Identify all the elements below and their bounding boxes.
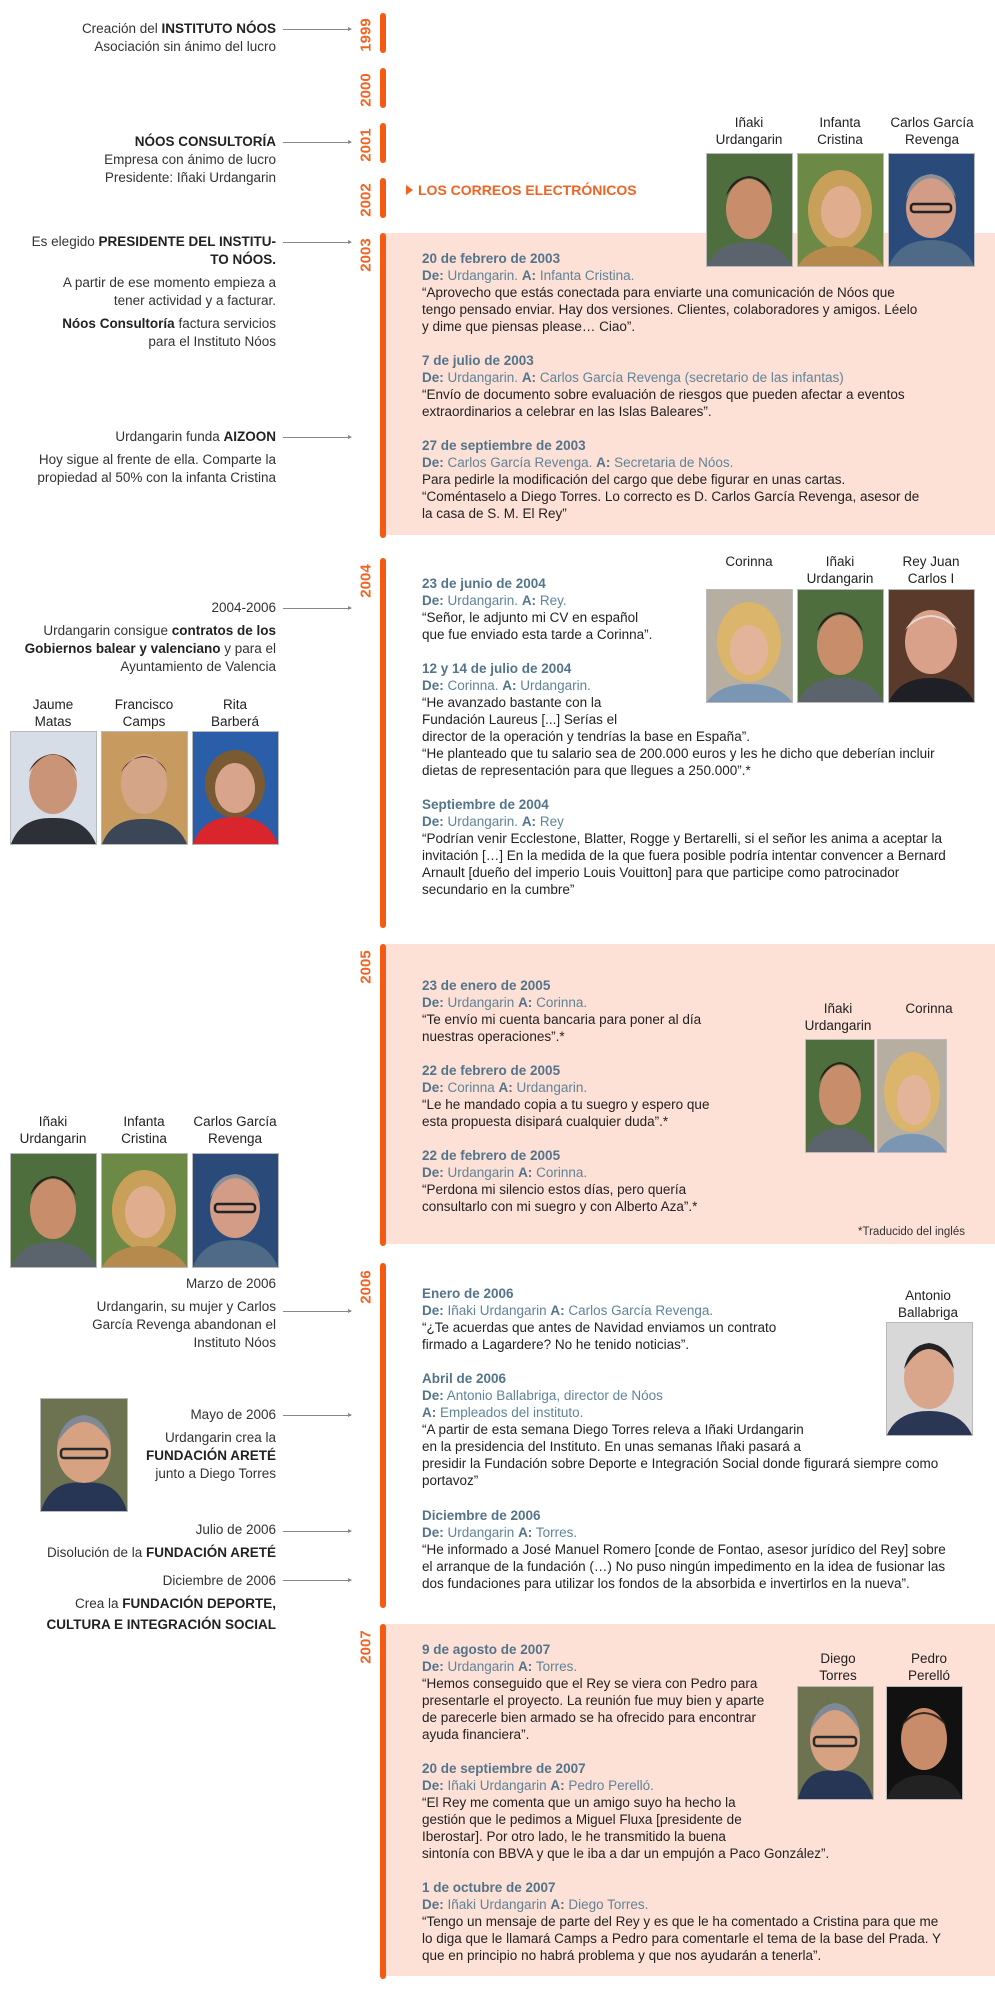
year-label-2004: 2004 bbox=[357, 564, 375, 598]
year-label-2006: 2006 bbox=[357, 1270, 375, 1304]
caption-revenga-left: Carlos García Revenga bbox=[193, 1114, 277, 1146]
year-label-1999: 1999 bbox=[357, 18, 375, 52]
email-22-feb-2005-a: 22 de febrero de 2005 De: Corinna A: Urdangarin. “Le he mandado copia a tu suegro y espero que esta propuesta disipará cualquier duda”.* bbox=[422, 1063, 710, 1129]
photo-infanta-cristina-left bbox=[101, 1153, 188, 1268]
photo-francisco-camps bbox=[101, 731, 188, 845]
caption-rey-2004: Rey Juan Carlos I bbox=[902, 554, 960, 586]
timeline-bar-2006 bbox=[380, 1263, 386, 1608]
photo-rita-barbera bbox=[192, 731, 279, 845]
email-7-jul-2003: 7 de julio de 2003 De: Urdangarin. A: Carlos García Revenga (secretario de las infantas) “Envío de documento sobre evaluación de riesgos que pueden afectar a eventos extraordinarios a celebrar en las Islas Baleares”. bbox=[422, 353, 905, 419]
caption-rita-barbera: Rita Barberá bbox=[210, 697, 260, 729]
event-julio-2006: Julio de 2006 Disolución de la FUNDACIÓN ARETÉ bbox=[46, 1522, 276, 1560]
email-23-ene-2005: 23 de enero de 2005 De: Urdangarin A: Corinna. “Te envío mi cuenta bancaria para poner al día nuestras operaciones”.* bbox=[422, 978, 702, 1044]
photo-inaki-urdangarin-2005 bbox=[805, 1039, 875, 1153]
email-23-jun-2004: 23 de junio de 2004 De: Urdangarin. A: Rey. “Señor, le adjunto mi CV en español que fue enviado esta tarde a Corinna”. bbox=[422, 576, 653, 642]
email-9-ago-2007: 9 de agosto de 2007 De: Urdangarin A: Torres. “Hemos conseguido que el Rey se viera con Pedro para presentarle el proyecto. La reunión fue muy bien y aparte de parecerle bien armado se ha ofrecido para encontrar ayuda financiera”. bbox=[422, 1642, 765, 1742]
timeline-bar-2005 bbox=[380, 944, 386, 1246]
timeline-bar-2002 bbox=[380, 178, 386, 218]
year-label-2003: 2003 bbox=[357, 238, 375, 272]
triangle-bullet-icon bbox=[406, 185, 413, 195]
photo-diego-torres bbox=[797, 1686, 874, 1800]
email-ene-2006: Enero de 2006 De: Iñaki Urdangarin A: Carlos García Revenga. “¿Te acuerdas que antes de Navidad enviamos un contrato firmado a Lagardere? No he tenido noticias”. bbox=[422, 1286, 777, 1352]
timeline-bar-2007 bbox=[380, 1624, 386, 1979]
event-aizoon: Urdangarin funda AIZOON Hoy sigue al frente de ella. Comparte la propiedad al 50% con la infanta Cristina bbox=[37, 429, 276, 485]
caption-diego-torres: Diego Torres bbox=[819, 1651, 857, 1683]
email-27-sep-2003: 27 de septiembre de 2003 De: Carlos García Revenga. A: Secretaria de Nóos. Para pedirle la modificación del cargo que debe figurar en unas cartas. “Coméntaselo a Diego Torres. Lo correcto es D. Carlos García Revenga, asesor de la casa de S. M. El Rey” bbox=[422, 438, 920, 521]
arrow-julio-2006 bbox=[283, 1531, 351, 1532]
arrow-aizoon bbox=[283, 437, 351, 438]
email-1-oct-2007: 1 de octubre de 2007 De: Iñaki Urdangarin A: Diego Torres. “Tengo un mensaje de parte del Rey y es que le ha comentado a Cristina para que me lo diga que le llamará Camps a Pedro para comentarle el tema de la base del Prada. Y que en principio no habrá problema y que nos ayudarán a tenerla”. bbox=[422, 1880, 942, 1963]
timeline-bar-1999 bbox=[380, 13, 386, 53]
caption-inaki-2005: Iñaki Urdangarin bbox=[804, 1001, 872, 1033]
timeline-bar-2001 bbox=[380, 123, 386, 163]
caption-inaki-left: Iñaki Urdangarin bbox=[19, 1114, 87, 1146]
caption-inaki-2004: Iñaki Urdangarin bbox=[806, 554, 874, 586]
photo-carlos-garcia-revenga-left bbox=[192, 1153, 279, 1268]
caption-corinna-2005: Corinna bbox=[905, 1001, 953, 1016]
caption-jaume-matas: Jaume Matas bbox=[32, 697, 74, 729]
caption-ballabriga: Antonio Ballabriga bbox=[897, 1288, 959, 1320]
caption-pedro-perello: Pedro Perelló bbox=[907, 1651, 951, 1683]
timeline-bar-2003 bbox=[380, 233, 386, 538]
arrow-2003 bbox=[283, 242, 351, 243]
caption-cristina-top: Infanta Cristina bbox=[817, 115, 863, 147]
year-label-2001: 2001 bbox=[357, 128, 375, 162]
arrow-1999 bbox=[283, 29, 351, 30]
email-abr-2006: Abril de 2006 De: Antonio Ballabriga, director de Nóos A: Empleados del instituto. “A partir de esta semana Diego Torres releva a Iñaki Urdangarin en la presidencia del Instituto. En unas semanas Iñaki pasará a presidir la Fundación sobre Deporte e Integración Social donde figurará siempre como portavoz” bbox=[422, 1371, 939, 1488]
caption-inaki-top: Iñaki Urdangarin bbox=[715, 115, 783, 147]
photo-inaki-urdangarin-left bbox=[10, 1153, 97, 1268]
arrow-2001 bbox=[283, 142, 351, 143]
arrow-2004 bbox=[283, 608, 351, 609]
arrow-mayo-2006 bbox=[283, 1415, 351, 1416]
email-sep-2004: Septiembre de 2004 De: Urdangarin. A: Rey “Podrían venir Ecclestone, Blatter, Rogge y Bertarelli, si el señor les anima a aceptar la invitación […] En la medida de la que fuera posible podría intentar convencer a Bernard Arnault [dueño del imperio Louis Vouitton] para que participe como patrocinador secundario en la cumbre” bbox=[422, 797, 946, 897]
arrow-marzo-2006 bbox=[283, 1311, 351, 1312]
event-2003: Es elegido PRESIDENTE DEL INSTITU- TO NÓOS. A partir de ese momento empieza a tener actividad y a facturar. Nóos Consultoría factura servicios para el Instituto Nóos bbox=[31, 234, 276, 349]
photo-jaume-matas bbox=[10, 731, 97, 845]
caption-corinna-2004: Corinna bbox=[725, 554, 773, 569]
photo-corinna-2005 bbox=[877, 1039, 947, 1153]
year-label-2002: 2002 bbox=[357, 183, 375, 217]
event-mayo-2006: Mayo de 2006 Urdangarin crea la FUNDACIÓN ARETÉ junto a Diego Torres bbox=[146, 1407, 276, 1481]
event-2004-2006: 2004-2006 Urdangarin consigue contratos de los Gobiernos balear y valenciano y para el Ayuntamiento de Valencia bbox=[24, 600, 276, 674]
event-2001: NÓOS CONSULTORÍA Empresa con ánimo de lucro Presidente: Iñaki Urdangarin bbox=[104, 134, 276, 185]
caption-cristina-left: Infanta Cristina bbox=[121, 1114, 167, 1146]
email-dic-2006: Diciembre de 2006 De: Urdangarin A: Torres. “He informado a José Manuel Romero [conde de Fontao, asesor jurídico del Rey] sobre el arranque de la fundación (…) No puso ningún impedimento en la idea de fusionar las dos fundaciones para utilizar los fondos de la absorbida e invertirlos en la nueva”. bbox=[422, 1508, 946, 1591]
photo-diego-torres-left bbox=[40, 1398, 128, 1512]
footnote: *Traducido del inglés bbox=[858, 1226, 965, 1238]
email-20-feb-2003: 20 de febrero de 2003 De: Urdangarin. A: Infanta Cristina. “Aprovecho que estás conectada para enviarte una comunicación de Nóos que tengo pensado enviar. Hay dos versiones. Clientes, colaboradores y amigos. Léelo y dime que piensas please… Ciao”. bbox=[422, 251, 918, 334]
section-title: LOS CORREOS ELECTRÓNICOS bbox=[406, 182, 637, 198]
photo-antonio-ballabriga bbox=[886, 1322, 973, 1436]
email-20-sep-2007: 20 de septiembre de 2007 De: Iñaki Urdangarin A: Pedro Perelló. “El Rey me comenta que un amigo suyo ha hecho la gestión que le pedimos a Miguel Fluxa [presidente de Iberostar]. Por otro lado, le he transmitido la buena sintonía con BBVA y que le iba a dar un empujón a Paco González”. bbox=[422, 1761, 830, 1861]
caption-francisco-camps: Francisco Camps bbox=[114, 697, 174, 729]
email-22-feb-2005-b: 22 de febrero de 2005 De: Urdangarin A: Corinna. “Perdona mi silencio estos días, pero quería consultarlo con mi suegro y con Alberto Aza”.* bbox=[422, 1148, 698, 1214]
email-12-14-jul-2004: 12 y 14 de julio de 2004 De: Corinna. A: Urdangarin. “He avanzado bastante con la Fundación Laureus [...] Serías el director de la operación y tendrías la base en España”. “He planteado que tu salario sea de 200.000 euros y les he dicho que deberían incluir dietas de representación para que llegues a 250.000”.* bbox=[422, 661, 935, 778]
timeline-bar-2000 bbox=[380, 68, 386, 108]
timeline-bar-2004 bbox=[380, 558, 386, 928]
event-marzo-2006: Marzo de 2006 Urdangarin, su mujer y Carlos García Revenga abandonan el Instituto Nóos bbox=[92, 1276, 276, 1350]
year-label-2005: 2005 bbox=[357, 950, 375, 984]
arrow-diciembre-2006 bbox=[283, 1580, 351, 1581]
event-1999: Creación del INSTITUTO NÓOS Asociación sin ánimo del lucro bbox=[81, 21, 276, 54]
caption-revenga-top: Carlos García Revenga bbox=[890, 115, 974, 147]
photo-pedro-perello bbox=[886, 1686, 963, 1800]
event-diciembre-2006: Diciembre de 2006 Crea la FUNDACIÓN DEPORTE, CULTURA E INTEGRACIÓN SOCIAL bbox=[46, 1573, 276, 1632]
year-label-2000: 2000 bbox=[357, 73, 375, 107]
year-label-2007: 2007 bbox=[357, 1630, 375, 1664]
